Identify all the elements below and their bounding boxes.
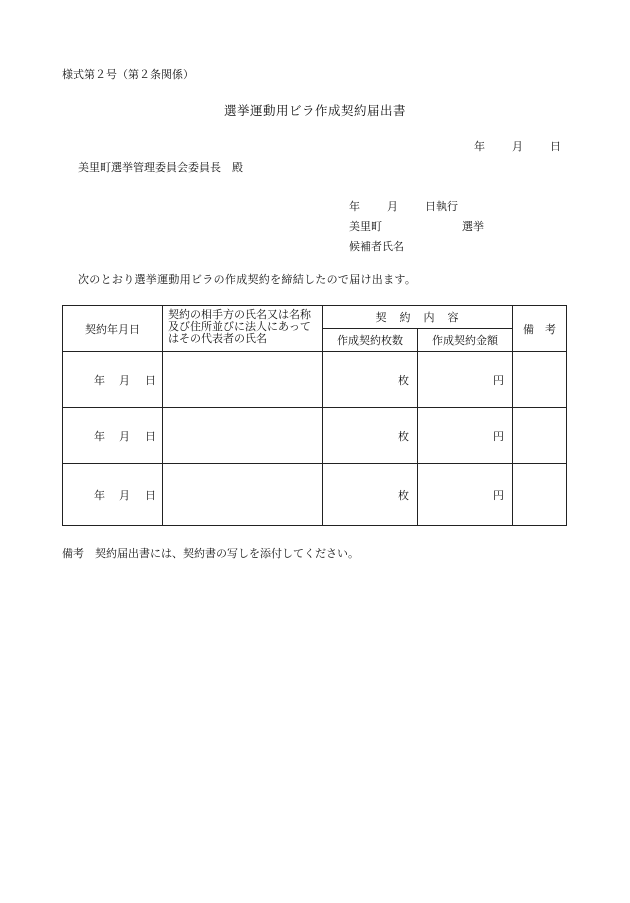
table-row: [63, 408, 567, 464]
contract-party-cell[interactable]: [163, 352, 323, 408]
contract-party-cell[interactable]: [163, 408, 323, 464]
exec-day-label: 日執行: [425, 200, 458, 213]
remarks-cell[interactable]: [513, 352, 567, 408]
date-month-label: 月: [512, 140, 523, 153]
row-year-label: 年: [94, 373, 105, 387]
row-month-label: 月: [119, 373, 130, 387]
remarks-header: 備 考: [513, 306, 567, 352]
row-month-label: 月: [119, 429, 130, 443]
row-day-label: 日: [145, 373, 156, 387]
table-row: [63, 352, 567, 408]
contract-date-cell[interactable]: [63, 352, 163, 408]
contract-party-cell[interactable]: [163, 464, 323, 526]
contract-date-cell[interactable]: [63, 464, 163, 526]
row-year-label: 年: [94, 429, 105, 443]
quantity-cell[interactable]: 枚: [323, 464, 418, 526]
contract-contents-header: 契 約 内 容: [323, 306, 513, 329]
election-label: 選挙: [462, 220, 484, 233]
amount-cell[interactable]: 円: [418, 408, 513, 464]
amount-cell[interactable]: 円: [418, 352, 513, 408]
contract-party-header: 契約の相手方の氏名又は名称及び住所並びに法人にあってはその代表者の氏名: [163, 306, 323, 352]
statement-text: 次のとおり選挙運動用ビラの作成契約を締結したので届け出ます。: [78, 273, 417, 286]
quantity-cell[interactable]: 枚: [323, 408, 418, 464]
quantity-cell[interactable]: 枚: [323, 352, 418, 408]
contract-date-cell[interactable]: [63, 408, 163, 464]
table-row: [63, 464, 567, 526]
remarks-cell[interactable]: [513, 408, 567, 464]
town-name: 美里町: [349, 220, 382, 233]
quantity-header: 作成契約枚数: [323, 329, 418, 352]
row-month-label: 月: [119, 488, 130, 502]
date-day-label: 日: [550, 140, 561, 153]
amount-cell[interactable]: 円: [418, 464, 513, 526]
document-title: 選挙運動用ビラ作成契約届出書: [223, 103, 406, 118]
row-day-label: 日: [145, 429, 156, 443]
row-day-label: 日: [145, 488, 156, 502]
date-year-label: 年: [474, 140, 485, 153]
table-header-row: [63, 306, 567, 329]
amount-header: 作成契約金額: [418, 329, 513, 352]
addressee: 美里町選挙管理委員会委員長 殿: [78, 161, 243, 174]
candidate-name-label: 候補者氏名: [349, 240, 404, 253]
remarks-cell[interactable]: [513, 464, 567, 526]
exec-year-label: 年: [349, 200, 360, 213]
row-year-label: 年: [94, 488, 105, 502]
contract-date-header: 契約年月日: [63, 306, 163, 352]
form-number: 様式第２号（第２条関係）: [62, 68, 194, 81]
exec-month-label: 月: [387, 200, 398, 213]
contract-table: [62, 305, 567, 526]
remarks-note: 備考 契約届出書には、契約書の写しを添付してください。: [62, 547, 359, 560]
